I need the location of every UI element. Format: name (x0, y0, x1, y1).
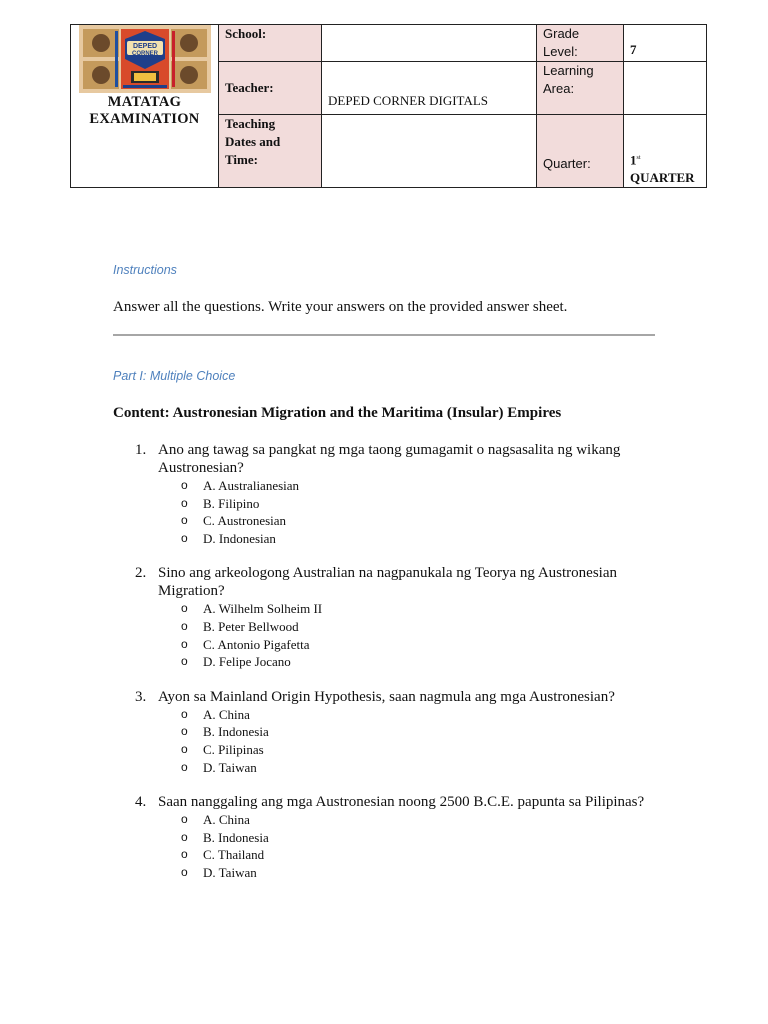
question-item-4 (113, 793, 673, 881)
teaching-dates-label-line1: Teaching (225, 116, 276, 131)
logo-cell (71, 25, 219, 188)
bullet-icon: o (181, 706, 188, 721)
option-list (113, 477, 673, 547)
option-text: A. China (203, 812, 250, 828)
content-title: Content: Austronesian Migration and the Maritima (Insular) Empires (113, 405, 562, 421)
learning-area-label-line1: Learning (543, 63, 594, 78)
option-text: C. Pilipinas (203, 741, 264, 757)
header-table (70, 24, 707, 188)
bullet-icon: o (181, 618, 188, 633)
bullet-icon: o (181, 478, 188, 492)
school-field[interactable] (322, 25, 537, 62)
quarter-num: 1 (630, 152, 637, 167)
option-text: A. China (203, 706, 250, 722)
logo-text-deped: DEPED (132, 43, 157, 50)
divider (113, 334, 655, 336)
option-text: B. Indonesia (203, 829, 269, 845)
option-text: D. Taiwan (203, 864, 257, 880)
school-label: School: (219, 25, 322, 62)
question-item-3 (113, 688, 673, 776)
bullet-icon: o (181, 495, 188, 510)
instructions-heading: Instructions (113, 263, 177, 277)
teaching-dates-label-line3: Time: (225, 152, 258, 167)
bullet-icon: o (181, 530, 188, 545)
bullet-icon: o (181, 812, 188, 827)
teaching-dates-field[interactable] (322, 115, 537, 188)
grade-level-label: Grade Level: (537, 25, 624, 62)
quarter-number (630, 149, 700, 169)
option-text: B. Peter Bellwood (203, 618, 299, 634)
quarter-word: QUARTER (630, 170, 695, 185)
option-text: D. Taiwan (203, 759, 257, 775)
learning-area-label-line2: Area: (543, 81, 575, 96)
grade-level-field[interactable]: 7 (624, 25, 707, 62)
answer-option (181, 512, 673, 530)
option-text: C. Austronesian (203, 513, 287, 529)
exam-title (71, 94, 218, 128)
bullet-icon: o (181, 654, 188, 669)
bullet-icon: o (181, 724, 188, 739)
option-text: D. Indonesian (203, 530, 276, 546)
option-list (113, 706, 673, 776)
question-text: Sino ang arkeologong Australian na nagpanukala ng Teorya ng Austronesian Migration? (158, 565, 617, 600)
question-list (113, 441, 673, 899)
bullet-icon: o (181, 759, 188, 774)
answer-option (181, 741, 673, 759)
option-list (113, 811, 673, 881)
question-text: Saan nanggaling ang mga Austronesian noong 2500 B.C.E. papunta sa Pilipinas? (158, 794, 645, 811)
answer-option (181, 759, 673, 777)
quarter-sup: st (636, 154, 641, 161)
option-text: D. Felipe Jocano (203, 654, 291, 670)
question-number: 3. (135, 688, 147, 705)
answer-option (181, 530, 673, 548)
learning-area-field[interactable] (624, 62, 707, 115)
learning-area-label (537, 62, 624, 115)
question-item-1 (113, 441, 673, 547)
deped-corner-logo (79, 25, 211, 93)
bullet-icon: o (181, 741, 188, 756)
logo-text-corner: CORNER (131, 51, 158, 57)
question-item-2 (113, 564, 673, 670)
teacher-field[interactable]: DEPED CORNER DIGITALS (322, 62, 537, 115)
answer-option (181, 829, 673, 847)
teaching-dates-label-line2: Dates and (225, 134, 281, 149)
part-heading: Part I: Multiple Choice (113, 369, 236, 383)
answer-option (181, 723, 673, 741)
option-text: A. Wilhelm Solheim II (203, 601, 323, 617)
question-text: Ayon sa Mainland Origin Hypothesis, saan nagmula ang mga Austronesian? (158, 688, 615, 705)
option-text: B. Filipino (203, 495, 260, 511)
answer-option (181, 811, 673, 829)
question-number: 2. (135, 565, 147, 582)
quarter-field[interactable] (624, 115, 707, 188)
bullet-icon: o (181, 513, 188, 528)
answer-option (181, 846, 673, 864)
question-number: 1. (135, 442, 147, 458)
option-text: C. Antonio Pigafetta (203, 636, 310, 652)
teaching-dates-label (219, 115, 322, 188)
question-row (113, 793, 673, 811)
answer-option (181, 495, 673, 513)
question-row (113, 564, 673, 600)
option-text: A. Australianesian (203, 478, 300, 493)
answer-option (181, 477, 673, 495)
bullet-icon: o (181, 601, 188, 616)
bullet-icon: o (181, 829, 188, 844)
question-row (113, 688, 673, 706)
bullet-icon: o (181, 847, 188, 862)
answer-option (181, 618, 673, 636)
question-text: Ano ang tawag sa pangkat ng mga taong gumagamit o nagsasalita ng wikang Austronesian? (158, 442, 621, 476)
answer-option (181, 653, 673, 671)
option-list (113, 600, 673, 670)
option-text: C. Thailand (203, 847, 265, 863)
answer-option (181, 706, 673, 724)
answer-option (181, 864, 673, 882)
exam-title-line2: EXAMINATION (89, 111, 200, 127)
answer-option (181, 636, 673, 654)
exam-title-line1: MATATAG (107, 94, 182, 110)
question-number: 4. (135, 794, 147, 811)
bullet-icon: o (181, 636, 188, 651)
option-text: B. Indonesia (203, 724, 269, 740)
teacher-label: Teacher: (219, 62, 322, 115)
answer-option (181, 600, 673, 618)
instructions-text: Answer all the questions. Write your answers on the provided answer sheet. (113, 299, 568, 315)
quarter-label: Quarter: (537, 115, 624, 188)
question-row (113, 441, 673, 477)
bullet-icon: o (181, 864, 188, 879)
